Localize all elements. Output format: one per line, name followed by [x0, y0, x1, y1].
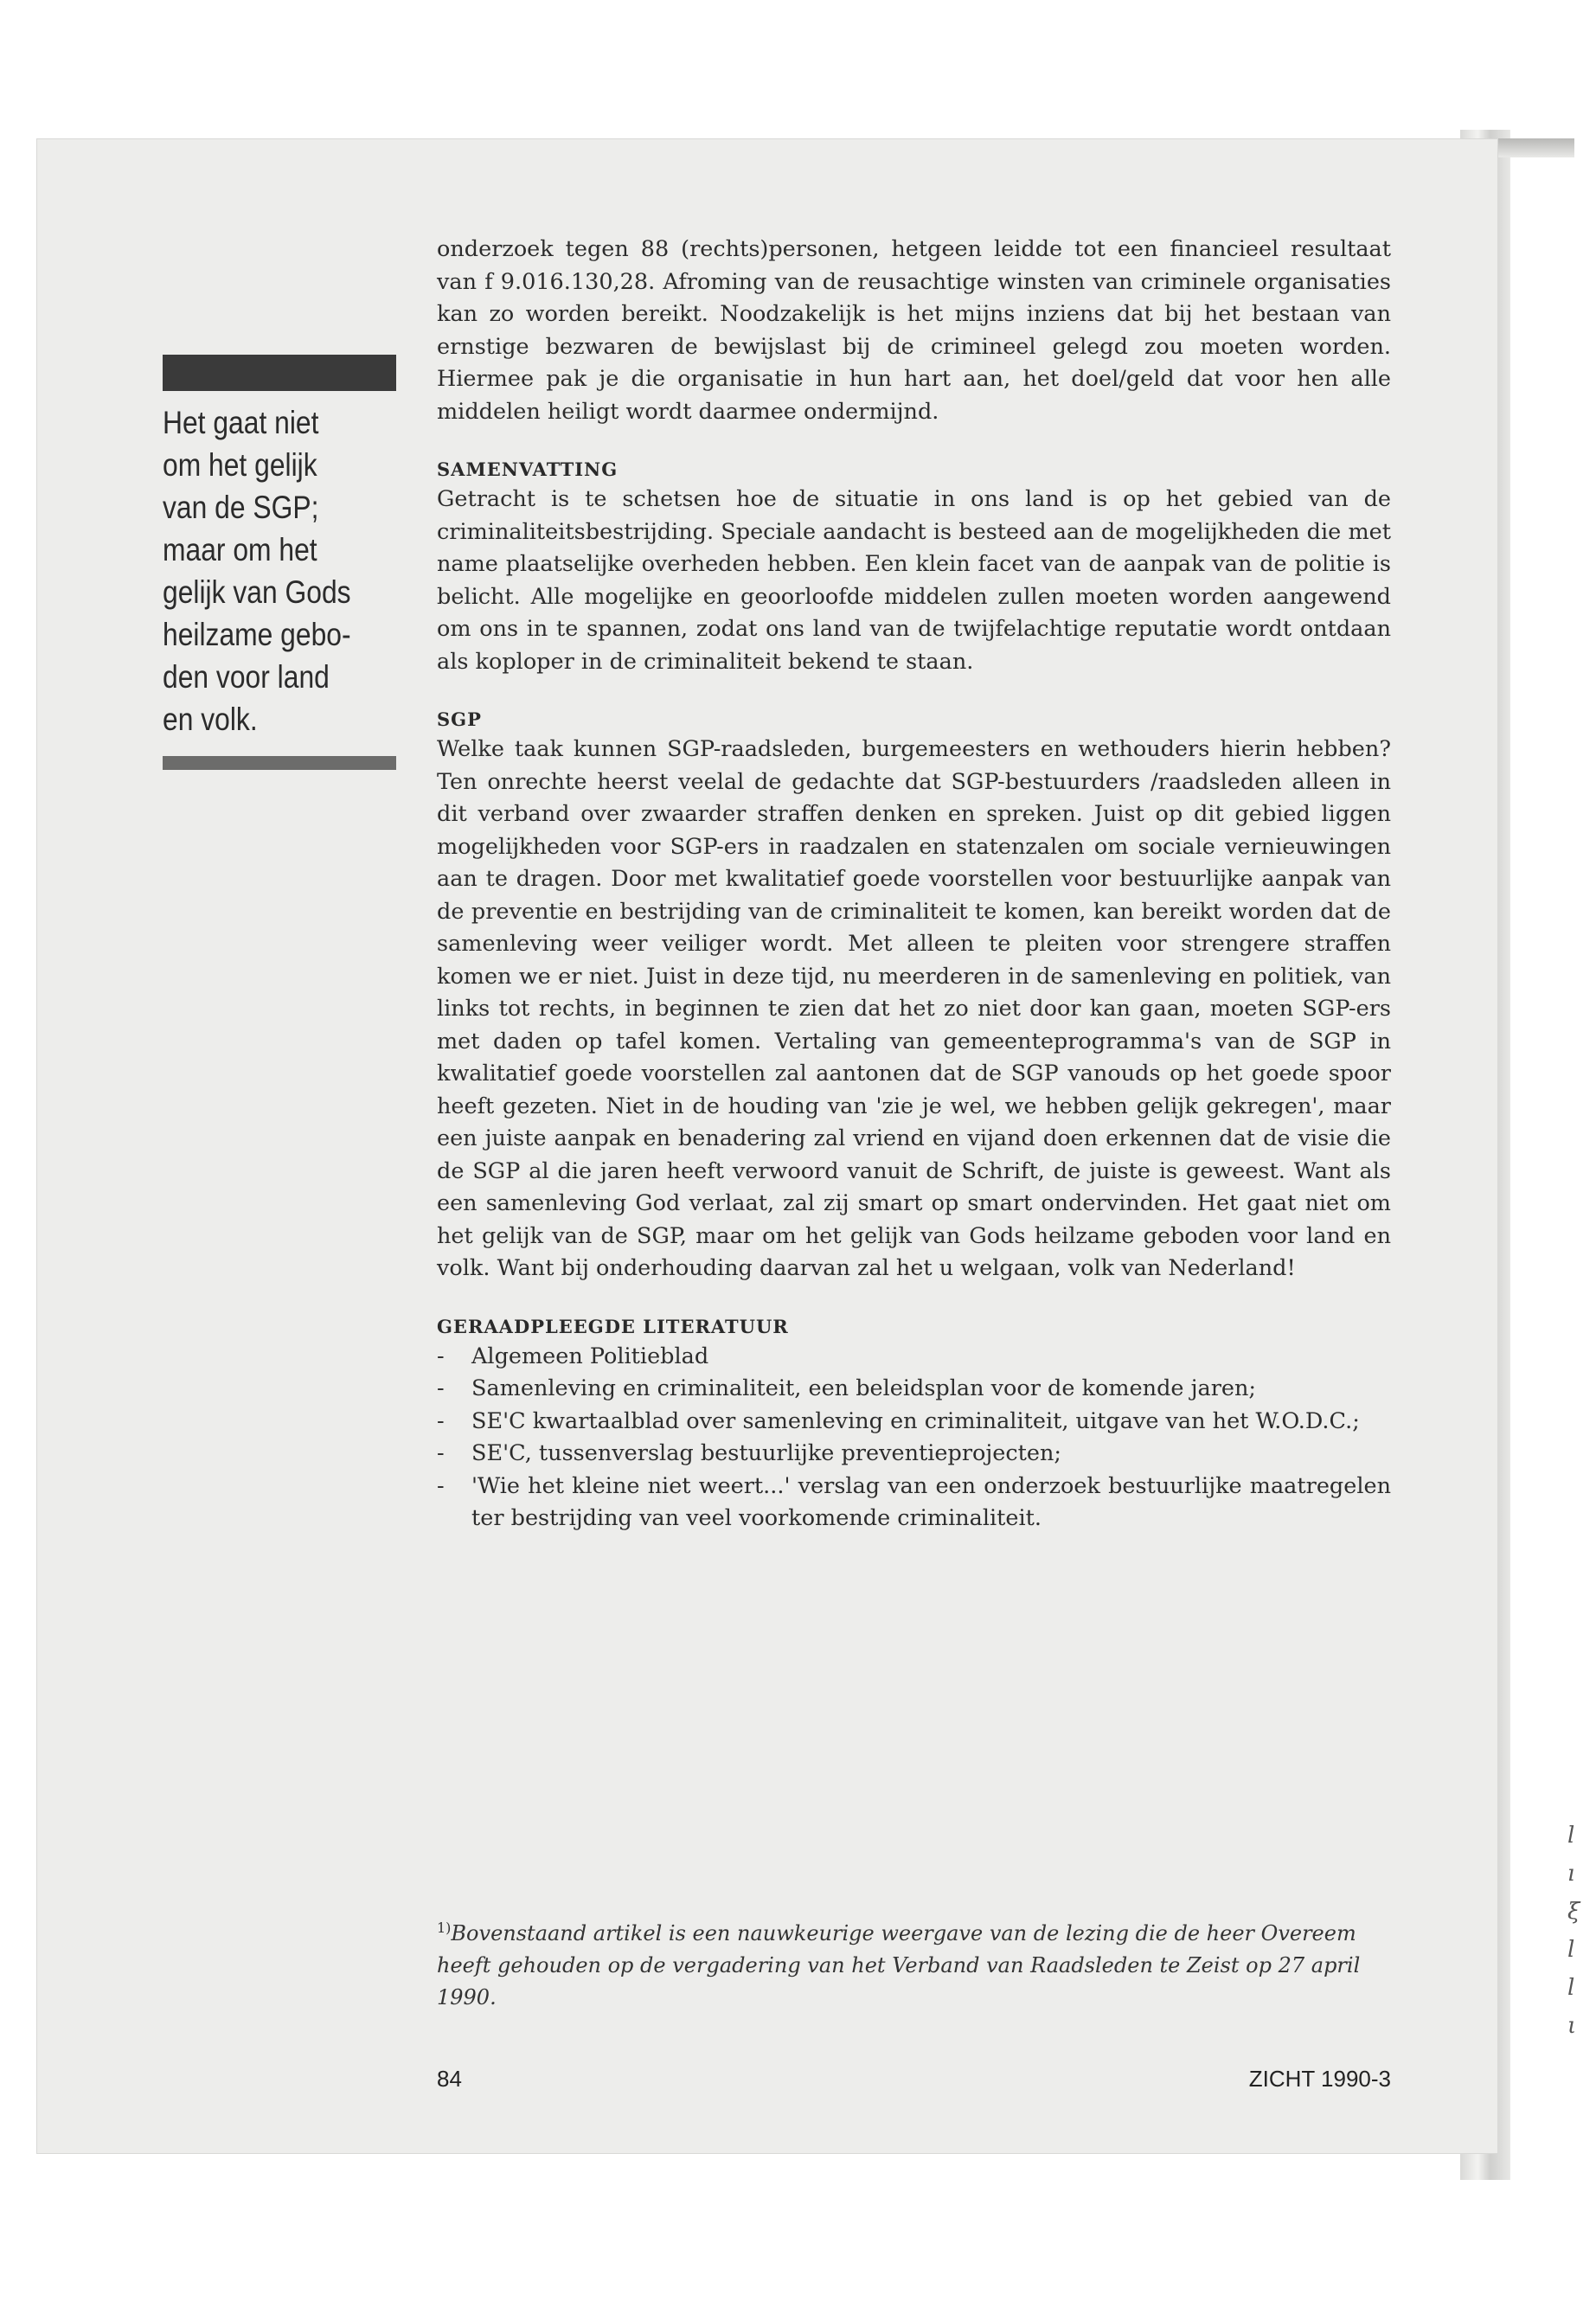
- list-item: - SE'C, tussenverslag bestuurlijke preventieprojecten;: [437, 1440, 1061, 1466]
- next-page-edge-text: [1567, 1817, 1585, 2045]
- list-item: - SE'C kwartaalblad over samenleving en criminaliteit, uitgave van het W.O.D.C.;: [437, 1407, 1360, 1434]
- section-heading-sgp: SGP: [437, 708, 482, 730]
- pull-quote-line: van de SGP;: [163, 490, 319, 525]
- sgp-paragraph: Welke taak kunnen SGP-raadsleden, burgemeesters en wethouders hierin hebben? Ten onrechte heerst veelal de gedachte dat SGP-bestuurders /raadsleden alleen in dit verband over zwaarder straffen denken en spreken. Juist op dit gebied liggen mogelijkheden voor SGP-ers in raadzalen en statenzalen om sociale vernieuwingen aan te dragen. Door met kwalitatief goede voorstellen voor bestuurlijke aanpak van de preventie en bestrijding van de criminaliteit te komen, kan bereikt worden dat de samenleving weer veiliger wordt. Met alleen te pleiten voor strengere straffen komen we er niet. Juist in deze tijd, nu meerderen in de samenleving en politiek, van links tot rechts, in beginnen te zien dat het zo niet door kan gaan, moeten SGP-ers met daden op tafel komen. Vertaling van gemeenteprogramma's van de SGP in kwalitatief goede voorstellen zal aantonen dat de SGP vanouds op het goede spoor heeft gezeten. Niet in de houding van 'zie je wel, we hebben gelijk gekregen', maar een juiste aanpak en benadering zal vriend en vijand doen erkennen dat de visie die de SGP al die jaren heeft verwoord vanuit de Schrift, de juiste is geweest. Want als een samenleving God verlaat, zal zij smart op smart ondervinden. Het gaat niet om het gelijk van de SGP, maar om het gelijk van Gods heilzame geboden voor land en volk. Want bij onderhouding daarvan zal het u welgaan, volk van Nederland!: [437, 736, 1391, 1281]
- pull-quote-line: heilzame gebo-: [163, 617, 351, 652]
- pull-quote-line: om het gelijk: [163, 447, 317, 483]
- intro-paragraph: onderzoek tegen 88 (rechts)personen, hetgeen leidde tot een financieel resultaat van f 9.016.130,28. Afroming van de reusachtige winsten van criminele organisaties kan zo worden bereikt. Noodzakelijk is het mijns inziens dat bij het bestaan van ernstige bezwaren de bewijslast bij de crimineel gelegd zou moeten worden. Hiermee pak je die organisatie in hun hart aan, het doel/geld dat voor hen alle middelen heiligt wordt daarmee ondermijnd.: [437, 236, 1391, 425]
- edge-glyph: l: [1567, 1975, 1575, 2001]
- article-body: [437, 234, 1391, 1535]
- literature-list: [437, 1341, 1391, 1535]
- pull-quote-top-bar: [163, 355, 396, 391]
- pull-quote-line: en volk.: [163, 702, 258, 737]
- footnote-marker: 1): [437, 1920, 452, 1936]
- footnote-text: Bovenstaand artikel is een nauwkeurige weergave van de lezing die de heer Overeem heeft gehouden op de vergadering van het Verband van Raadsleden te Zeist op 27 april 1990.: [437, 1921, 1361, 2009]
- pull-quote-line: den voor land: [163, 659, 330, 695]
- pull-quote-line: gelijk van Gods: [163, 574, 351, 610]
- list-item: - Samenleving en criminaliteit, een beleidsplan voor de komende jaren;: [437, 1375, 1256, 1401]
- section-heading-literatuur: GERAADPLEEGDE LITERATUUR: [437, 1315, 789, 1337]
- pull-quote-bottom-bar: [163, 756, 396, 770]
- pull-quote-text: [163, 401, 394, 740]
- pull-quote-line: Het gaat niet: [163, 405, 319, 440]
- samenvatting-paragraph: Getracht is te schetsen hoe de situatie in ons land is op het gebied van de criminaliteitsbestrijding. Speciale aandacht is besteed aan de mogelijkheden die met name plaatselijke overheden hebben. Een klein facet van de aanpak van de politie is belicht. Alle mogelijke en geoorloofde middelen zullen moeten worden aangewend om ons in te spannen, zodat ons land van de twijfelachtige reputatie wordt ontdaan als koploper in de criminaliteit bekend te staan.: [437, 486, 1391, 675]
- page-number: 84: [437, 2066, 462, 2092]
- pull-quote-line: maar om het: [163, 532, 317, 567]
- list-item: - 'Wie het kleine niet weert...' verslag van een onderzoek bestuurlijke maatregelen ter bestrijding van veel voorkomende criminaliteit.: [437, 1472, 1391, 1531]
- section-heading-samenvatting: SAMENVATTING: [437, 458, 619, 480]
- journal-issue: ZICHT 1990-3: [1248, 2066, 1391, 2092]
- edge-glyph: ξ: [1567, 1899, 1580, 1925]
- edge-glyph: ι: [1567, 2013, 1577, 2039]
- edge-glyph: l: [1567, 1823, 1575, 1849]
- edge-glyph: l: [1567, 1937, 1575, 1963]
- footnote: [437, 1912, 1391, 2014]
- edge-glyph: ı: [1567, 1861, 1575, 1887]
- list-item: - Algemeen Politieblad: [437, 1343, 709, 1369]
- pull-quote: [163, 355, 396, 770]
